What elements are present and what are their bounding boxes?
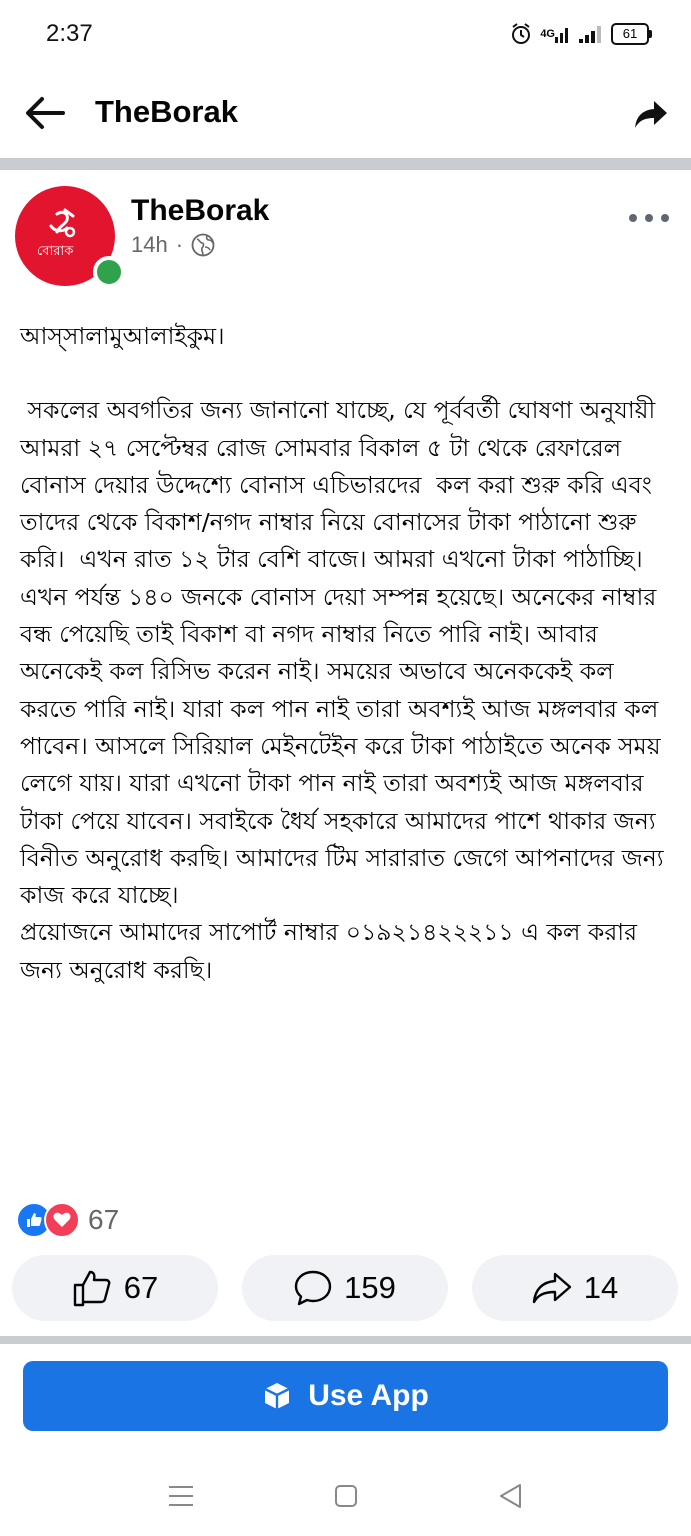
share-icon xyxy=(634,99,668,129)
globe-icon xyxy=(191,233,215,257)
meta-separator: · xyxy=(175,232,184,257)
dot-icon xyxy=(629,214,637,222)
dot-icon xyxy=(661,214,669,222)
post-greeting: আস্সালামুআলাইকুম। xyxy=(20,322,225,350)
comment-button[interactable] xyxy=(242,1255,448,1321)
page-title: TheBorak xyxy=(95,94,238,129)
menu-icon xyxy=(168,1484,194,1508)
app-bar xyxy=(0,68,691,158)
share-count: 14 xyxy=(583,1270,619,1305)
network-label: 4G xyxy=(540,28,555,40)
comment-count: 159 xyxy=(344,1270,396,1305)
use-app-label: Use App xyxy=(308,1379,429,1412)
thumbs-up-icon xyxy=(72,1269,112,1307)
post-header xyxy=(0,170,691,300)
dot-icon xyxy=(645,214,653,222)
avatar[interactable] xyxy=(15,186,115,286)
post-main-paragraph: সকলের অবগতির জন্য জানানো যাচ্ছে, যে পূর্ববর্তী ঘোষণা অনুযায়ী আমরা ২৭ সেপ্টেম্বর রোজ সোমবার বিকাল ৫ টা থেকে রেফারেল বোনাস দেয়ার উদ্দেশ্যে বোনাস এচিভারদের কল করা শুরু করি এবং তাদের থেকে বিকাশ/নগদ নাম্বার নিয়ে বোনাসের টাকা পাঠানো শুরু করি। এখন রাত ১২ টার বেশি বাজে। আমরা এখনো টাকা পাঠাচ্ছি। এখন পর্যন্ত ১৪০ জনকে বোনাস দেয়া সম্পন্ন হয়েছে। অনেকের নাম্বার বন্ধ পেয়েছি তাই বিকাশ বা নগদ নাম্বার নিতে পারি নাই। আবার অনেকেই কল রিসিভ করেন নাই। সময়ের অভাবে অনেককেই কল করতে পারি নাই। যারা কল পান নাই তারা অবশ্যই আজ মঙ্গলবার কল পাবেন। আসলে সিরিয়াল মেইনটেইন করে টাকা পাঠাইতে অনেক সময় লেগে যায়। যারা এখনো টাকা পান নাই তারা অবশ্যই আজ মঙ্গলবার টাকা পেয়ে যাবেন। সবাইকে ধৈর্য সহকারে আমাদের পাশে থাকার জন্য বিনীত অনুরোধ করছি। আমাদের টিম সারারাত জেগে আপনাদের জন্য কাজ করে যাচ্ছে। xyxy=(20,396,672,910)
like-button[interactable] xyxy=(12,1255,218,1321)
more-options-button[interactable] xyxy=(629,208,669,228)
home-square-icon xyxy=(334,1484,358,1508)
battery-icon: 61 xyxy=(611,23,649,45)
post-time[interactable]: 14h xyxy=(131,232,168,257)
avatar-brand-text: বোরাক xyxy=(37,244,74,259)
cube-icon xyxy=(262,1381,292,1411)
header-divider xyxy=(0,158,691,170)
back-nav-button[interactable] xyxy=(490,1478,530,1514)
system-nav-bar xyxy=(0,1456,691,1536)
status-icons xyxy=(510,20,649,48)
back-button[interactable] xyxy=(22,90,68,136)
post-body xyxy=(20,318,675,989)
status-bar xyxy=(0,0,691,68)
signal-icon xyxy=(579,25,603,43)
network-4g-icon xyxy=(540,25,571,43)
back-arrow-icon xyxy=(25,96,65,130)
reactions-summary[interactable] xyxy=(16,1200,119,1240)
alarm-icon xyxy=(510,23,532,45)
menu-nav-button[interactable] xyxy=(161,1478,201,1514)
post-meta xyxy=(131,232,215,258)
back-triangle-icon xyxy=(498,1483,522,1509)
love-reaction-icon xyxy=(44,1202,80,1238)
actions-divider xyxy=(0,1336,691,1344)
post-support-paragraph: প্রয়োজনে আমাদের সাপোর্ট নাম্বার ০১৯২১৪২২২১১ এ কল করার জন্য অনুরোধ করছি। xyxy=(20,918,645,984)
reaction-count: 67 xyxy=(88,1204,120,1235)
post-author-name[interactable]: TheBorak xyxy=(131,194,270,227)
status-time: 2:37 xyxy=(46,20,93,47)
comment-icon xyxy=(294,1270,332,1306)
share-button[interactable] xyxy=(472,1255,678,1321)
share-page-button[interactable] xyxy=(629,92,673,136)
home-nav-button[interactable] xyxy=(326,1478,366,1514)
like-count: 67 xyxy=(123,1270,159,1305)
paragraph-spacer xyxy=(20,355,675,392)
share-arrow-icon xyxy=(532,1271,572,1305)
use-app-button[interactable] xyxy=(23,1361,668,1431)
online-status-indicator xyxy=(93,256,125,288)
